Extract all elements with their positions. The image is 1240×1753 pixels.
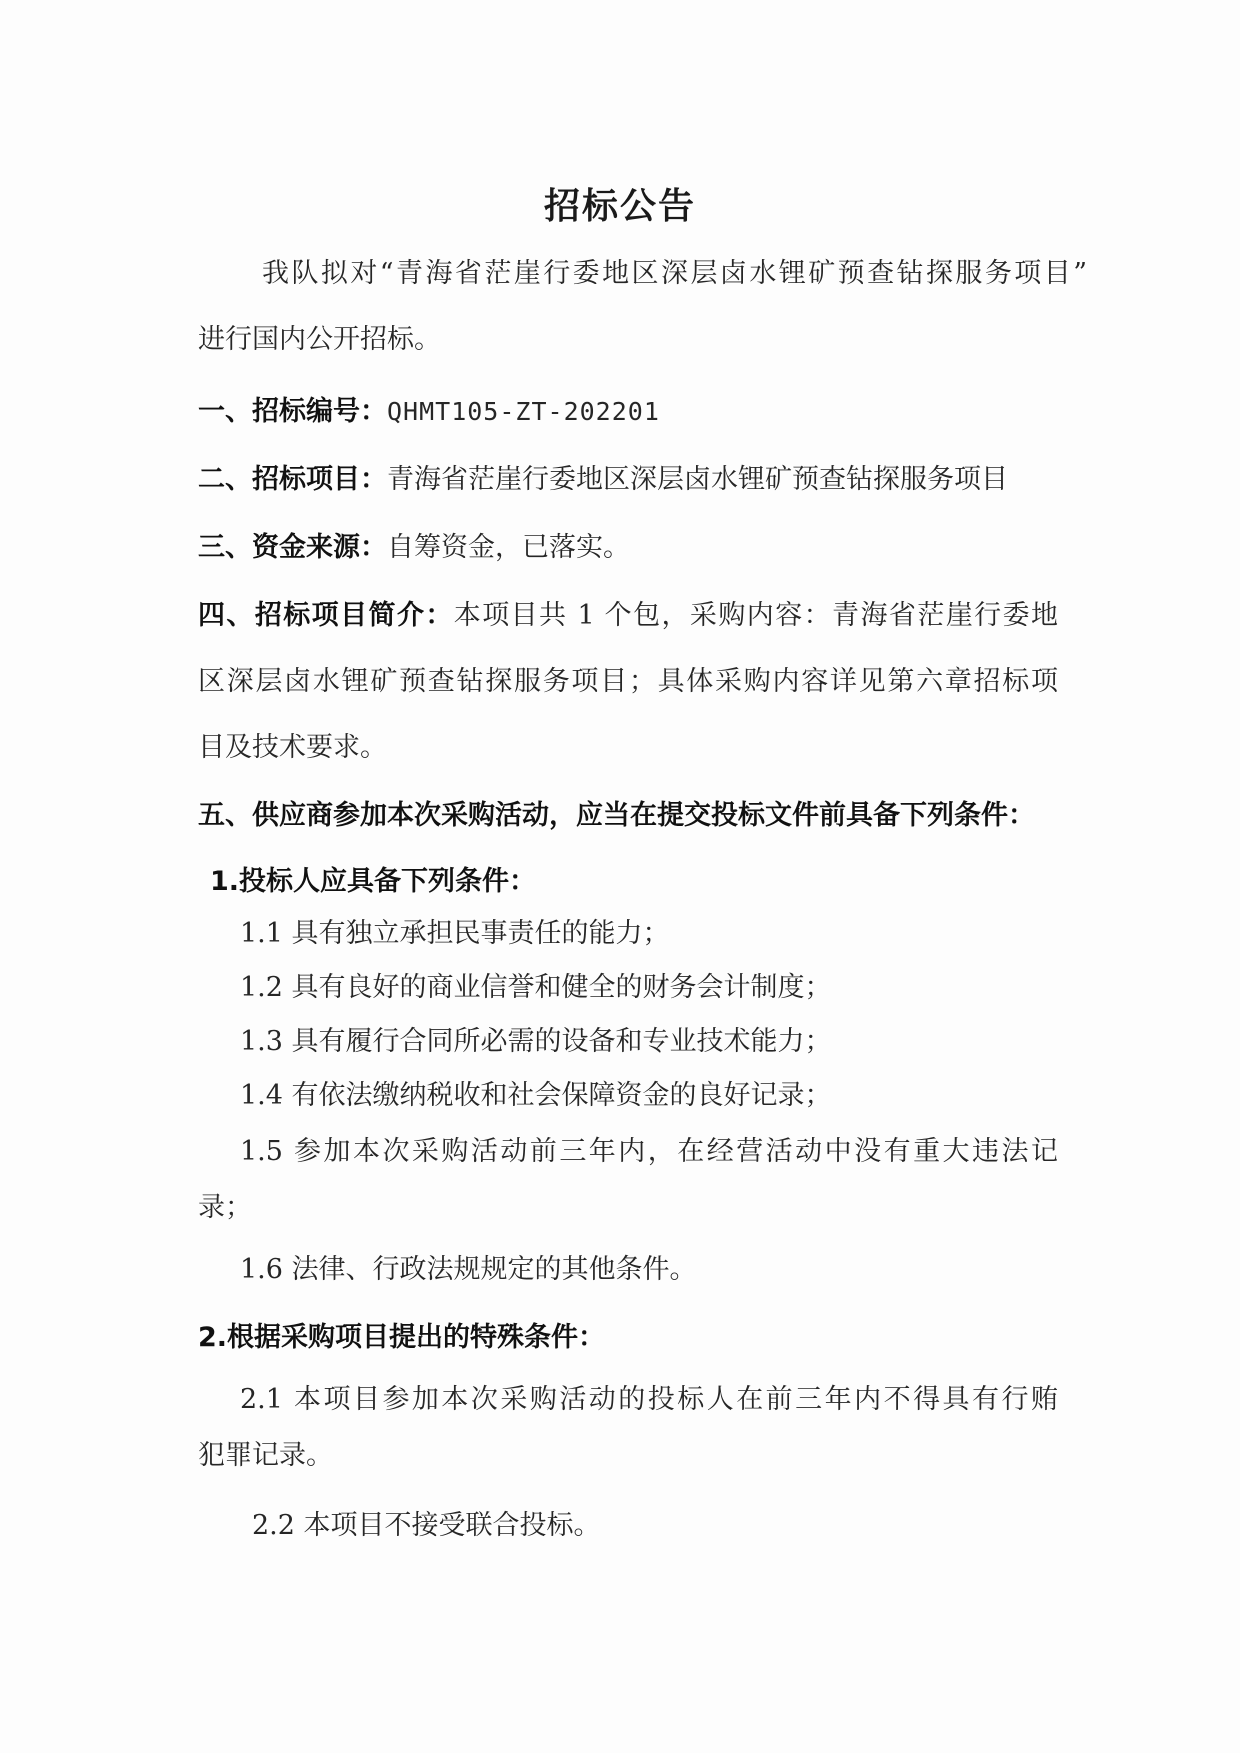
section-2-label: 二、招标项目： xyxy=(198,464,387,495)
section-4-label: 四、招标项目简介： xyxy=(198,600,454,631)
condition-1-3: 1.3 具有履行合同所必需的设备和专业技术能力； xyxy=(240,1026,832,1057)
intro-line-2: 进行国内公开招标。 xyxy=(198,324,441,355)
section-4-line-1 xyxy=(198,596,1058,636)
condition-1-6: 1.6 法律、行政法规规定的其他条件。 xyxy=(240,1254,697,1285)
section-3-label: 三、资金来源： xyxy=(198,532,387,563)
section-4-line-2: 区深层卤水锂矿预查钻探服务项目；具体采购内容详见第六章招标项 xyxy=(198,666,1058,697)
condition-2-1-line-2: 犯罪记录。 xyxy=(198,1440,333,1471)
condition-1-4: 1.4 有依法缴纳税收和社会保障资金的良好记录； xyxy=(240,1080,832,1111)
page-title: 招标公告 xyxy=(543,186,696,227)
section-1-label: 一、招标编号： xyxy=(198,396,387,427)
section-4-text-1: 本项目共 1 个包，采购内容：青海省茫崖行委地 xyxy=(453,600,1058,631)
condition-2-1-line-1: 2.1 本项目参加本次采购活动的投标人在前三年内不得具有行贿 xyxy=(240,1384,1058,1415)
condition-1-5-line-2: 录； xyxy=(198,1192,252,1223)
condition-2-2: 2.2 本项目不接受联合投标。 xyxy=(252,1510,601,1541)
bid-number: QHMT105-ZT-202201 xyxy=(387,397,660,426)
section-5-heading: 五、供应商参加本次采购活动，应当在提交投标文件前具备下列条件： xyxy=(198,800,1035,831)
section-1 xyxy=(198,392,660,432)
subsection-1-heading: 1.投标人应具备下列条件： xyxy=(210,866,537,897)
section-2 xyxy=(198,460,1008,500)
funding-source: 自筹资金，已落实。 xyxy=(387,532,630,563)
condition-1-5-line-1: 1.5 参加本次采购活动前三年内，在经营活动中没有重大违法记 xyxy=(240,1136,1058,1167)
subsection-2-heading: 2.根据采购项目提出的特殊条件： xyxy=(198,1322,606,1353)
condition-1-2: 1.2 具有良好的商业信誉和健全的财务会计制度； xyxy=(240,972,832,1003)
condition-1-1: 1.1 具有独立承担民事责任的能力； xyxy=(240,918,670,949)
section-3 xyxy=(198,528,630,568)
intro-line-1: 我队拟对“青海省茫崖行委地区深层卤水锂矿预查钻探服务项目” xyxy=(262,258,1087,289)
section-4-line-3: 目及技术要求。 xyxy=(198,732,387,763)
project-name: 青海省茫崖行委地区深层卤水锂矿预查钻探服务项目 xyxy=(387,464,1008,495)
